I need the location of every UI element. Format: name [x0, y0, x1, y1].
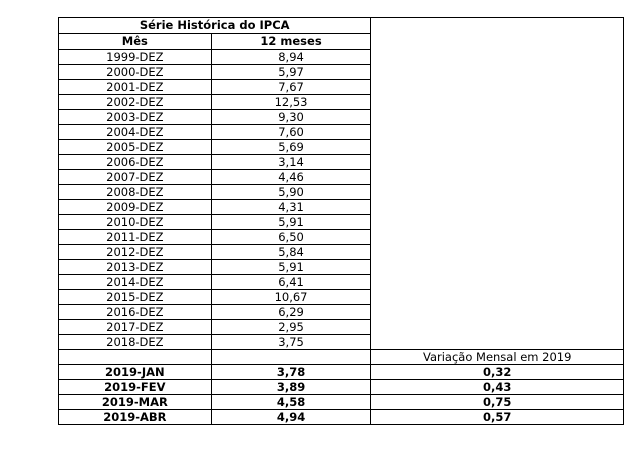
cell-mes: 2009-DEZ: [59, 200, 212, 215]
cell-mes: 2019-FEV: [59, 380, 212, 395]
cell-mes: 2005-DEZ: [59, 140, 212, 155]
cell-12-meses: 6,50: [211, 230, 371, 245]
table-row: [59, 80, 624, 95]
cell-mes: 2012-DEZ: [59, 245, 212, 260]
table-row: [59, 140, 624, 155]
table-row-2019: [59, 395, 624, 410]
cell-variacao-mensal: 0,75: [371, 395, 624, 410]
cell-mes: 2002-DEZ: [59, 95, 212, 110]
cell-12-meses: 3,14: [211, 155, 371, 170]
table-row: [59, 320, 624, 335]
cell-12-meses: 5,69: [211, 140, 371, 155]
table-row: [59, 110, 624, 125]
right-panel-cell: [371, 95, 624, 110]
cell-12-meses: 2,95: [211, 320, 371, 335]
right-panel-cell: [371, 305, 624, 320]
right-panel-cell: [371, 260, 624, 275]
cell-12-meses: 3,89: [211, 380, 371, 395]
table-title: Série Histórica do IPCA: [59, 18, 371, 34]
cell-12-meses: 4,58: [211, 395, 371, 410]
cell-mes: 2010-DEZ: [59, 215, 212, 230]
cell-12-meses: 8,94: [211, 50, 371, 65]
cell-mes: 2018-DEZ: [59, 335, 212, 350]
cell-mes: 2019-JAN: [59, 365, 212, 380]
cell-12-meses: 7,60: [211, 125, 371, 140]
right-panel-cell: [371, 320, 624, 335]
right-panel-cell: [371, 185, 624, 200]
table-row: [59, 155, 624, 170]
cell-mes: 2000-DEZ: [59, 65, 212, 80]
right-panel-cell: [371, 335, 624, 350]
cell-mes: 2007-DEZ: [59, 170, 212, 185]
cell-mes: 2013-DEZ: [59, 260, 212, 275]
table-row: [59, 200, 624, 215]
cell-12-meses: 10,67: [211, 290, 371, 305]
cell-12-meses: 3,78: [211, 365, 371, 380]
table-row-2019: [59, 365, 624, 380]
right-panel-cell: [371, 80, 624, 95]
cell-12-meses: 5,84: [211, 245, 371, 260]
table-row: [59, 95, 624, 110]
right-panel-cell: [371, 245, 624, 260]
table-row: [59, 170, 624, 185]
title-row: [59, 18, 624, 34]
cell-12-meses: 6,29: [211, 305, 371, 320]
empty-cell: [59, 350, 212, 365]
cell-variacao-mensal: 0,43: [371, 380, 624, 395]
cell-12-meses: 4,46: [211, 170, 371, 185]
cell-variacao-mensal: 0,32: [371, 365, 624, 380]
right-panel-cell: [371, 50, 624, 65]
cell-mes: 2004-DEZ: [59, 125, 212, 140]
cell-12-meses: 12,53: [211, 95, 371, 110]
table-row: [59, 305, 624, 320]
right-panel-cell: [371, 125, 624, 140]
right-panel-cell: [371, 200, 624, 215]
right-panel-cell: [371, 110, 624, 125]
right-panel-cell: [371, 155, 624, 170]
right-panel-cell: [371, 18, 624, 34]
table-row: [59, 230, 624, 245]
cell-mes: 2017-DEZ: [59, 320, 212, 335]
cell-mes: 2003-DEZ: [59, 110, 212, 125]
table-row: [59, 215, 624, 230]
cell-12-meses: 4,31: [211, 200, 371, 215]
col-header-mes: Mês: [59, 34, 212, 50]
right-panel-cell: [371, 230, 624, 245]
cell-12-meses: 4,94: [211, 410, 371, 425]
cell-mes: 2011-DEZ: [59, 230, 212, 245]
col-header-variacao-mensal: Variação Mensal em 2019: [371, 350, 624, 365]
empty-cell: [211, 350, 371, 365]
right-panel-cell: [371, 65, 624, 80]
table-row: [59, 185, 624, 200]
cell-mes: 2001-DEZ: [59, 80, 212, 95]
cell-12-meses: 5,97: [211, 65, 371, 80]
header-row: [59, 34, 624, 50]
right-panel-cell: [371, 215, 624, 230]
cell-mes: 2016-DEZ: [59, 305, 212, 320]
right-panel-cell: [371, 275, 624, 290]
table-row-2019: [59, 380, 624, 395]
table-row: [59, 50, 624, 65]
right-panel-cell: [371, 140, 624, 155]
table-row-2019: [59, 410, 624, 425]
table-row: [59, 290, 624, 305]
cell-mes: 2014-DEZ: [59, 275, 212, 290]
cell-12-meses: 9,30: [211, 110, 371, 125]
ipca-table-body: [59, 18, 624, 425]
table-row: [59, 275, 624, 290]
table-row: [59, 335, 624, 350]
cell-mes: 2019-ABR: [59, 410, 212, 425]
table-row: [59, 260, 624, 275]
cell-12-meses: 6,41: [211, 275, 371, 290]
cell-12-meses: 3,75: [211, 335, 371, 350]
ipca-table: [58, 17, 624, 425]
col-header-12-meses: 12 meses: [211, 34, 371, 50]
cell-mes: 2008-DEZ: [59, 185, 212, 200]
table-row: [59, 245, 624, 260]
right-panel-cell: [371, 290, 624, 305]
table-row: [59, 65, 624, 80]
cell-mes: 2019-MAR: [59, 395, 212, 410]
cell-12-meses: 5,91: [211, 260, 371, 275]
cell-12-meses: 7,67: [211, 80, 371, 95]
separator-row: [59, 350, 624, 365]
cell-12-meses: 5,91: [211, 215, 371, 230]
right-panel-cell: [371, 34, 624, 50]
cell-mes: 2015-DEZ: [59, 290, 212, 305]
cell-12-meses: 5,90: [211, 185, 371, 200]
cell-mes: 1999-DEZ: [59, 50, 212, 65]
table-row: [59, 125, 624, 140]
cell-mes: 2006-DEZ: [59, 155, 212, 170]
right-panel-cell: [371, 170, 624, 185]
cell-variacao-mensal: 0,57: [371, 410, 624, 425]
